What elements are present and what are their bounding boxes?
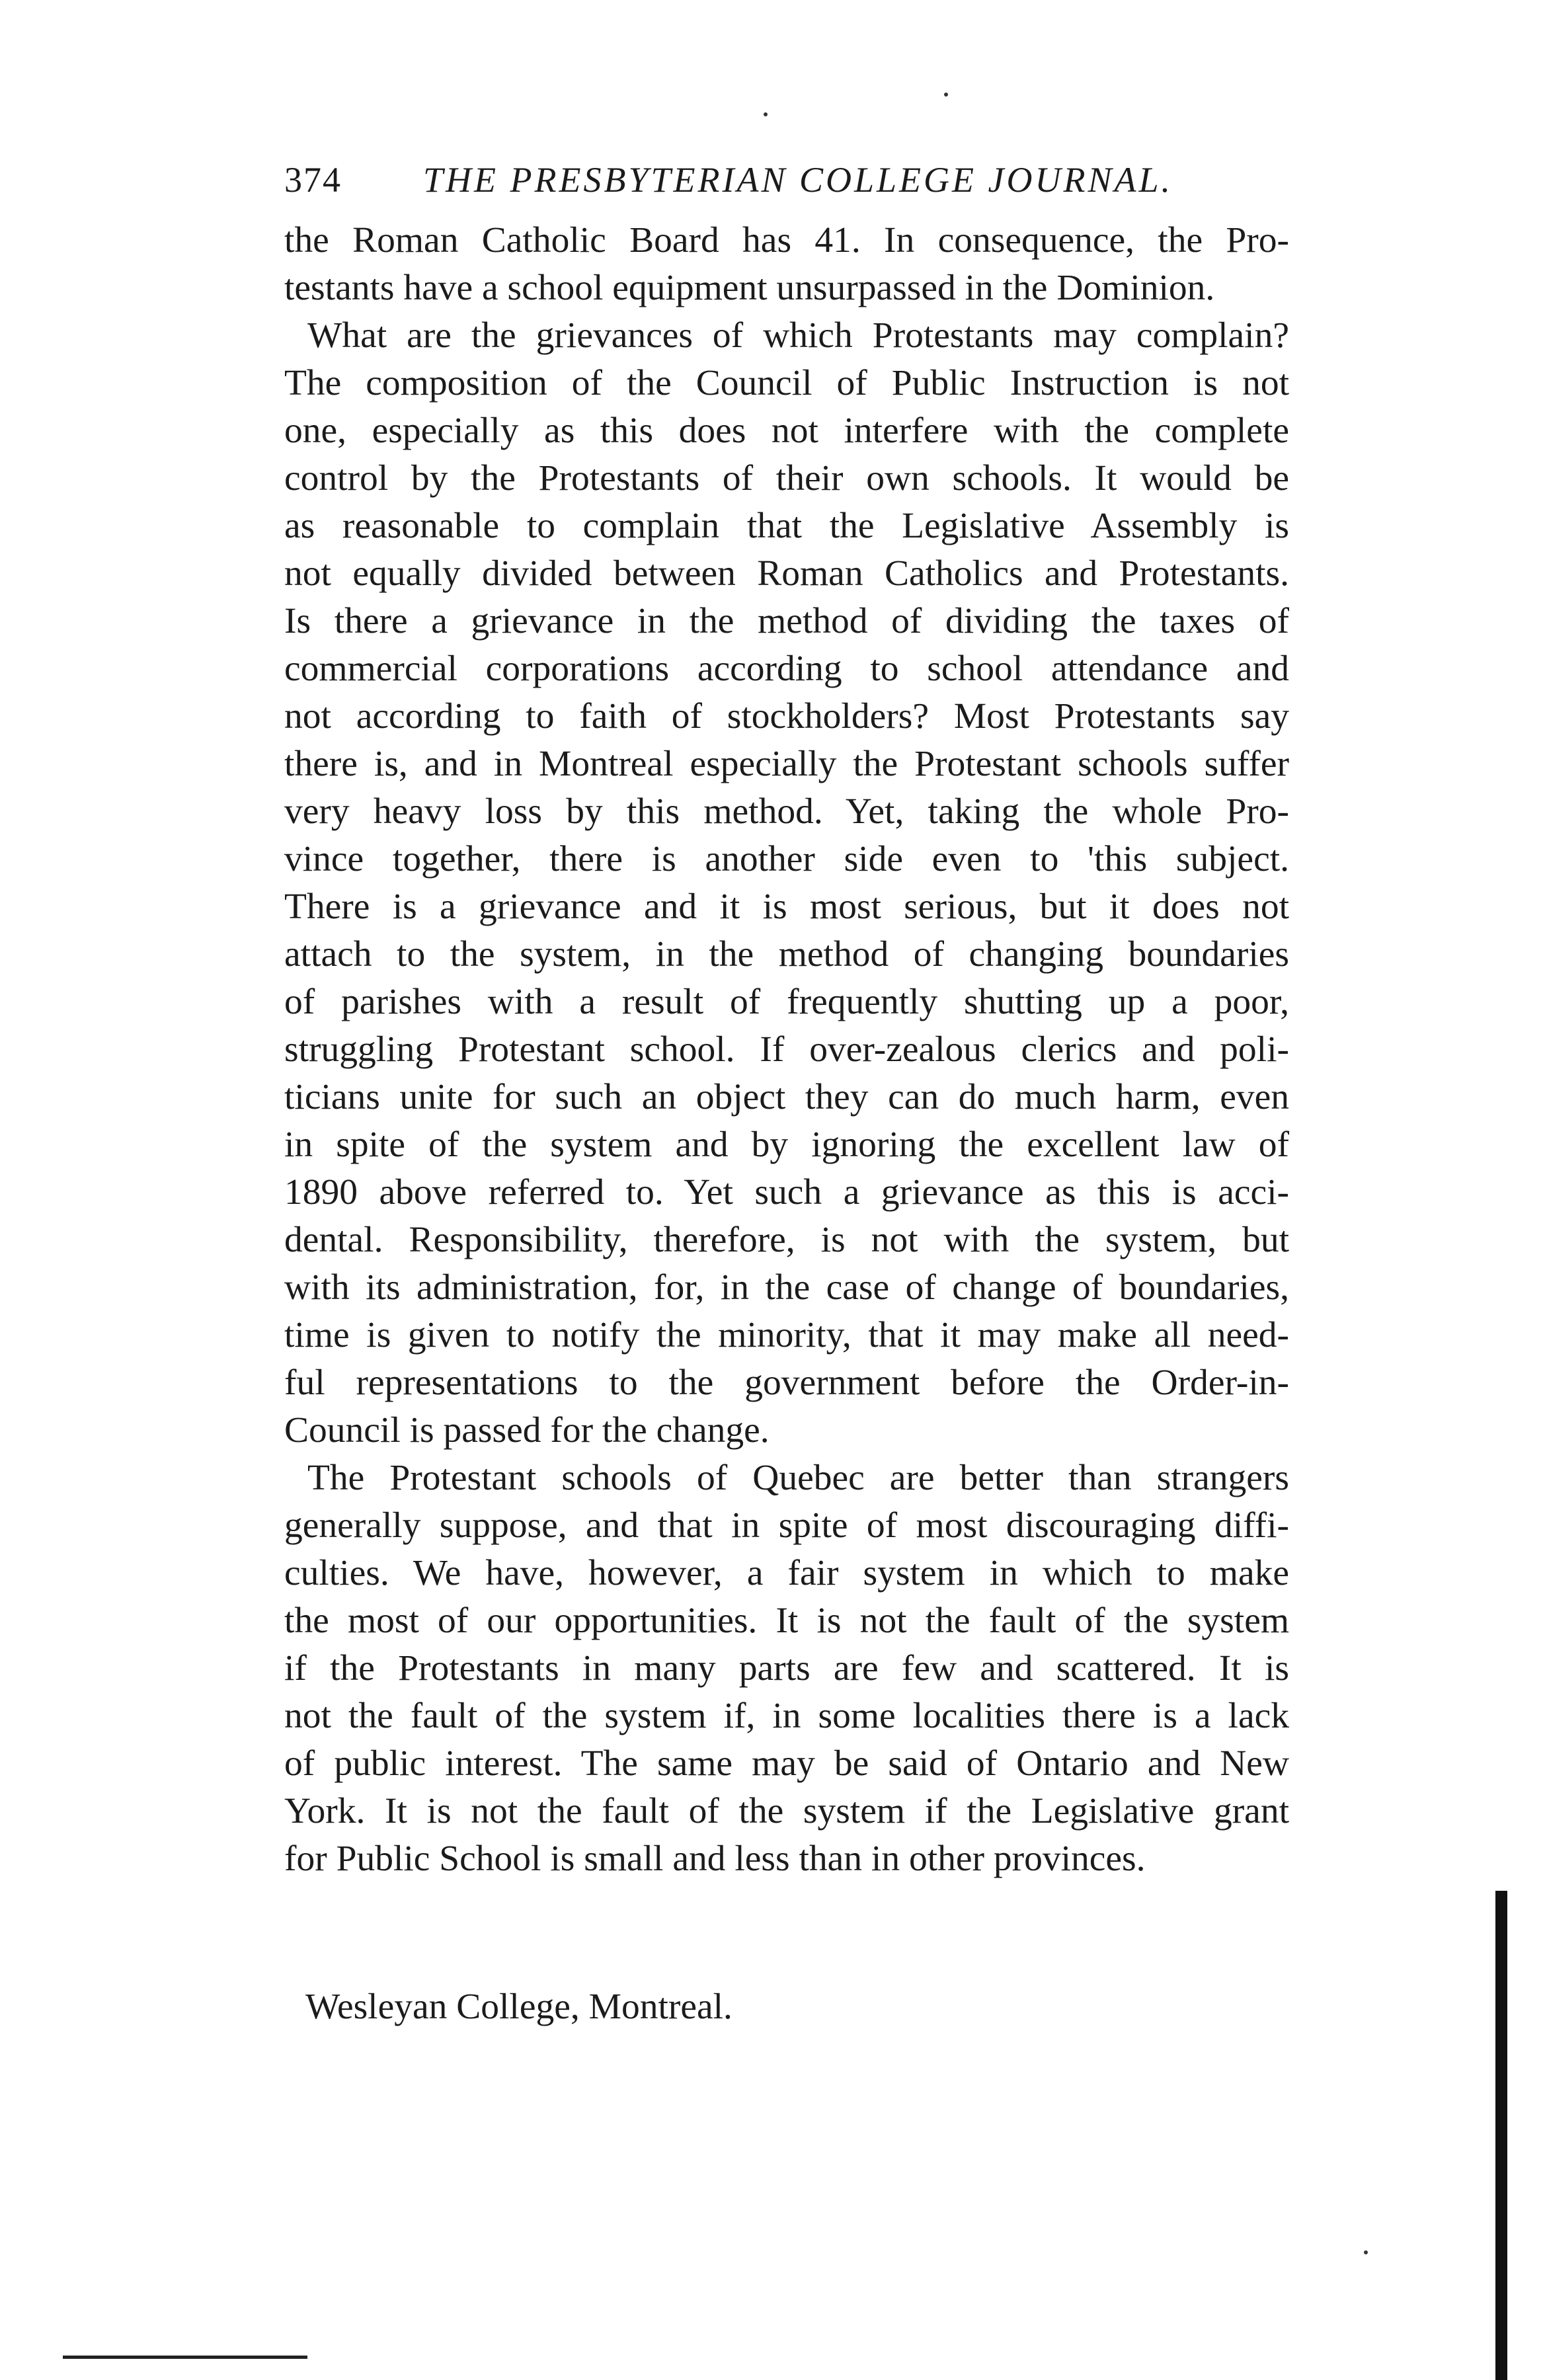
text-line: control by the Protestants of their own schools. It would be [284, 458, 1289, 498]
page-header [284, 153, 1296, 206]
text-line: in spite of the system and by ignoring the excellent law of [284, 1125, 1289, 1165]
text-line: of parishes with a result of frequently shutting up a poor, [284, 982, 1289, 1022]
scan-speck [1364, 2250, 1368, 2254]
text-line: attach to the system, in the method of changing boundaries [284, 934, 1289, 974]
text-line: 1890 above referred to. Yet such a grievance as this is acci- [284, 1172, 1289, 1212]
text-line: not equally divided between Roman Catholics and Protestants. [284, 553, 1289, 594]
signature-line: Wesleyan College, Montreal. [305, 1987, 733, 2027]
text-line: The composition of the Council of Public Instruction is not [284, 363, 1289, 403]
body-text [284, 217, 1289, 1883]
text-line: Council is passed for the change. [284, 1410, 770, 1450]
text-line: The Protestant schools of Quebec are better than strangers [307, 1458, 1289, 1498]
text-line: testants have a school equipment unsurpassed in the Dominion. [284, 268, 1215, 308]
text-line: ful representations to the government before the Order-in- [284, 1363, 1289, 1403]
text-line: not the fault of the system if, in some localities there is a lack [284, 1696, 1289, 1736]
text-line: culties. We have, however, a fair system in which to make [284, 1553, 1289, 1593]
paragraph [284, 1454, 1289, 1883]
text-line: York. It is not the fault of the system if the Legislative grant [284, 1791, 1289, 1831]
scan-speck [944, 93, 948, 97]
text-line: not according to faith of stockholders? Most Protestants say [284, 696, 1289, 736]
text-line: as reasonable to complain that the Legislative Assembly is [284, 506, 1289, 546]
text-line: with its administration, for, in the case of change of boundaries, [284, 1267, 1289, 1308]
scan-edge-rule [63, 2356, 307, 2359]
text-line: if the Protestants in many parts are few and scattered. It is [284, 1648, 1289, 1688]
text-line: What are the grievances of which Protestants may complain? [307, 315, 1289, 356]
running-title: THE PRESBYTERIAN COLLEGE JOURNAL. [423, 160, 1173, 200]
text-line: vince together, there is another side even to 'this subject. [284, 839, 1289, 879]
text-line: the most of our opportunities. It is not the fault of the system [284, 1601, 1289, 1641]
text-line: of public interest. The same may be said of Ontario and New [284, 1743, 1289, 1784]
text-line: struggling Protestant school. If over-zealous clerics and poli- [284, 1029, 1289, 1070]
paragraph [284, 217, 1289, 312]
scan-edge-bar [1495, 1891, 1507, 2380]
scan-speck [764, 112, 768, 116]
text-line: commercial corporations according to school attendance and [284, 649, 1289, 689]
text-line: the Roman Catholic Board has 41. In consequence, the Pro- [284, 220, 1289, 260]
text-line: generally suppose, and that in spite of most discouraging diffi- [284, 1505, 1289, 1546]
text-line: there is, and in Montreal especially the Protestant schools suffer [284, 744, 1289, 784]
text-line: one, especially as this does not interfere with the complete [284, 411, 1289, 451]
page-number: 374 [284, 160, 342, 200]
text-line: There is a grievance and it is most serious, but it does not [284, 887, 1289, 927]
text-line: Is there a grievance in the method of dividing the taxes of [284, 601, 1289, 641]
text-line: time is given to notify the minority, that it may make all need- [284, 1315, 1289, 1355]
text-line: ticians unite for such an object they can do much harm, even [284, 1077, 1289, 1117]
text-line: very heavy loss by this method. Yet, taking the whole Pro- [284, 791, 1289, 832]
text-line: dental. Responsibility, therefore, is not with the system, but [284, 1220, 1289, 1260]
paragraph [284, 312, 1289, 1454]
text-line: for Public School is small and less than in other provinces. [284, 1839, 1146, 1879]
